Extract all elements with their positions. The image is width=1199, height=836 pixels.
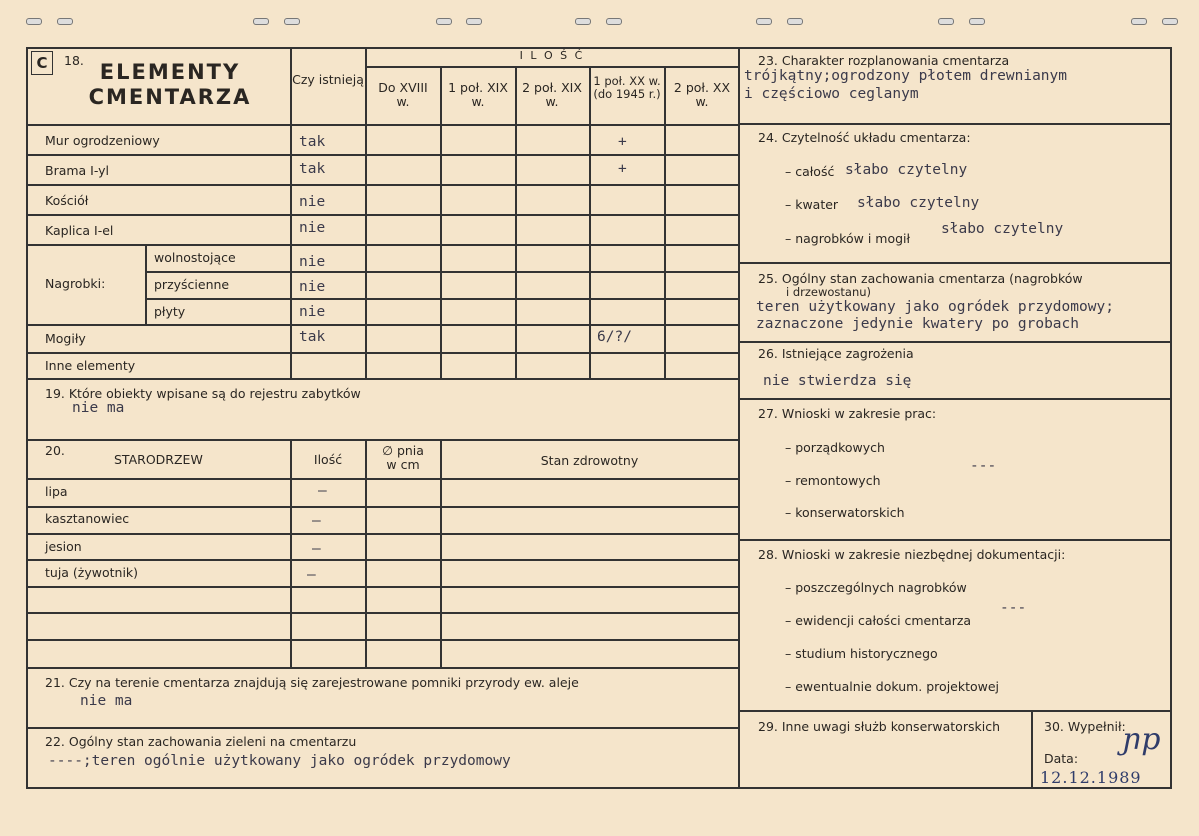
section-18-number: 18. bbox=[64, 53, 84, 68]
starodrzew-heading: STARODRZEW bbox=[114, 452, 203, 467]
czy-value: tak bbox=[299, 134, 326, 150]
section-18-title bbox=[80, 60, 260, 110]
divider bbox=[26, 378, 739, 380]
signature-mark: ɲp bbox=[1122, 722, 1161, 757]
punch-hole bbox=[787, 18, 803, 25]
divider bbox=[1031, 710, 1033, 789]
title-line-1: ELEMENTY bbox=[99, 60, 241, 84]
section-22-value: ----;teren ogólnie użytkowany jako ogródek przydomowy bbox=[48, 753, 511, 769]
date-value: 12.12.1989 bbox=[1040, 768, 1142, 787]
col-pnia-label: pnia bbox=[396, 443, 424, 458]
section-23-value: trójkątny;ogrodzony płotem drewnianym bbox=[744, 68, 1068, 84]
divider bbox=[290, 47, 292, 378]
tree-name: kasztanowiec bbox=[45, 511, 130, 526]
mark-value: + bbox=[618, 134, 627, 150]
tree-name: lipa bbox=[45, 484, 68, 499]
divider bbox=[738, 123, 1172, 125]
section-28-value: --- bbox=[1000, 600, 1027, 616]
divider bbox=[26, 124, 739, 126]
s24-item-label: – kwater bbox=[785, 197, 839, 212]
s27-item: – konserwatorskich bbox=[785, 505, 905, 520]
col-stan-zdrowotny: Stan zdrowotny bbox=[540, 453, 639, 468]
col-1pol-xix: 1 poł. XIX w. bbox=[448, 80, 508, 110]
s28-item: – studium historycznego bbox=[785, 646, 938, 661]
czy-value: nie bbox=[299, 279, 326, 295]
nagrobki-label: Nagrobki: bbox=[45, 276, 106, 291]
section-20-number: 20. bbox=[45, 443, 65, 458]
col-1pol-xx: 1 poł. XX w. (do 1945 r.) bbox=[593, 74, 661, 102]
mark-value: 6/?/ bbox=[597, 329, 632, 345]
divider bbox=[26, 184, 739, 186]
row-label: Brama I-yl bbox=[45, 163, 110, 178]
col-do-xviii: Do XVIII w. bbox=[378, 80, 428, 110]
divider bbox=[145, 298, 739, 300]
section-letter: C bbox=[31, 51, 53, 75]
divider bbox=[738, 710, 1172, 712]
punch-hole bbox=[466, 18, 482, 25]
divider bbox=[26, 214, 739, 216]
row-label: Mogiły bbox=[45, 331, 86, 346]
punch-hole bbox=[284, 18, 300, 25]
divider bbox=[26, 244, 739, 246]
divider bbox=[26, 506, 739, 508]
col-2pol-xix: 2 poł. XIX w. bbox=[522, 80, 582, 110]
divider bbox=[365, 439, 367, 667]
section-24-label: 24. Czytelność układu cmentarza: bbox=[758, 130, 971, 145]
divider bbox=[738, 262, 1172, 264]
czy-value: nie bbox=[299, 220, 326, 236]
czy-value: nie bbox=[299, 304, 326, 320]
divider bbox=[738, 341, 1172, 343]
row-label: płyty bbox=[154, 304, 186, 319]
punch-hole bbox=[26, 18, 42, 25]
s24-item-value: słabo czytelny bbox=[845, 162, 968, 178]
row-label: wolnostojące bbox=[154, 250, 236, 265]
divider bbox=[26, 533, 739, 535]
divider bbox=[26, 478, 739, 480]
divider bbox=[365, 47, 367, 378]
section-21-value: nie ma bbox=[80, 693, 133, 709]
row-label: Inne elementy bbox=[45, 358, 136, 373]
date-label: Data: bbox=[1044, 751, 1079, 766]
section-19-value: nie ma bbox=[72, 400, 125, 416]
col-ilosc: I L O Ś Ć bbox=[519, 49, 585, 62]
punch-hole bbox=[756, 18, 772, 25]
punch-hole bbox=[969, 18, 985, 25]
divider bbox=[290, 439, 292, 667]
divider bbox=[145, 244, 147, 324]
divider bbox=[26, 559, 739, 561]
tree-ilosc: – bbox=[318, 483, 327, 499]
tree-ilosc: – bbox=[312, 513, 321, 529]
punch-hole bbox=[57, 18, 73, 25]
czy-value: nie bbox=[299, 194, 326, 210]
section-26-label: 26. Istniejące zagrożenia bbox=[758, 346, 914, 361]
section-23-label: 23. Charakter rozplanowania cmentarza bbox=[758, 53, 1010, 68]
section-25-value: zaznaczone jedynie kwatery po grobach bbox=[756, 316, 1080, 332]
divider bbox=[26, 324, 739, 326]
section-25-value: teren użytkowany jako ogródek przydomowy; bbox=[756, 299, 1114, 315]
s24-item-label: – całość bbox=[785, 164, 835, 179]
section-25-label: 25. Ogólny stan zachowania cmentarza (nagrobków bbox=[758, 271, 1083, 286]
col-pnia bbox=[366, 444, 440, 473]
divider bbox=[26, 439, 739, 441]
divider bbox=[26, 154, 739, 156]
divider bbox=[26, 586, 739, 588]
divider bbox=[515, 66, 517, 378]
punch-hole bbox=[938, 18, 954, 25]
s28-item: – ewentualnie dokum. projektowej bbox=[785, 679, 1000, 694]
section-21-label: 21. Czy na terenie cmentarza znajdują się zarejestrowane pomniki przyrody ew. aleje bbox=[45, 675, 579, 690]
row-label: Mur ogrodzeniowy bbox=[45, 133, 160, 148]
diameter-icon: ∅ bbox=[382, 443, 393, 458]
row-label: przyścienne bbox=[154, 277, 230, 292]
czy-value: nie bbox=[299, 254, 326, 270]
section-26-value: nie stwierdza się bbox=[763, 373, 912, 389]
col-czy-istnieja: Czy istnieją bbox=[292, 72, 364, 87]
punch-hole bbox=[1131, 18, 1147, 25]
punch-hole bbox=[436, 18, 452, 25]
punch-hole bbox=[575, 18, 591, 25]
col-ilosc-trees: Ilość bbox=[313, 452, 343, 467]
czy-value: tak bbox=[299, 329, 326, 345]
s28-item: – ewidencji całości cmentarza bbox=[785, 613, 972, 628]
s27-item: – porządkowych bbox=[785, 440, 885, 455]
section-27-value: --- bbox=[970, 458, 997, 474]
section-28-label: 28. Wnioski w zakresie niezbędnej dokumentacji: bbox=[758, 547, 1066, 562]
tree-name: jesion bbox=[45, 539, 82, 554]
s24-item-value: słabo czytelny bbox=[857, 195, 980, 211]
divider bbox=[440, 439, 442, 667]
s28-item: – poszczególnych nagrobków bbox=[785, 580, 967, 595]
s27-item: – remontowych bbox=[785, 473, 881, 488]
mark-value: + bbox=[618, 161, 627, 177]
divider bbox=[738, 539, 1172, 541]
row-label: Kaplica I-el bbox=[45, 223, 114, 238]
divider bbox=[145, 271, 739, 273]
row-label: Kościół bbox=[45, 193, 89, 208]
col-pnia-unit: w cm bbox=[386, 457, 420, 473]
s24-item-label: – nagrobków i mogił bbox=[785, 231, 911, 246]
divider bbox=[365, 66, 739, 68]
section-30-label: 30. Wypełnił: bbox=[1044, 719, 1126, 734]
section-22-label: 22. Ogólny stan zachowania zieleni na cmentarzu bbox=[45, 734, 357, 749]
divider bbox=[738, 398, 1172, 400]
divider bbox=[440, 66, 442, 378]
punch-hole bbox=[1162, 18, 1178, 25]
tree-name: tuja (żywotnik) bbox=[45, 565, 139, 580]
divider bbox=[589, 66, 591, 378]
col-2pol-xx: 2 poł. XX w. bbox=[673, 80, 731, 110]
tree-ilosc: – bbox=[307, 567, 316, 583]
section-27-label: 27. Wnioski w zakresie prac: bbox=[758, 406, 937, 421]
tree-ilosc: – bbox=[312, 541, 321, 557]
divider bbox=[26, 612, 739, 614]
divider bbox=[26, 727, 739, 729]
punch-hole bbox=[606, 18, 622, 25]
divider bbox=[26, 667, 739, 669]
divider bbox=[26, 639, 739, 641]
s24-item-value: słabo czytelny bbox=[941, 221, 1064, 237]
section-19-label: 19. Które obiekty wpisane są do rejestru zabytków bbox=[45, 386, 361, 401]
title-line-2: CMENTARZA bbox=[88, 85, 252, 110]
section-23-value: i częściowo ceglanym bbox=[744, 86, 919, 102]
section-29-label: 29. Inne uwagi służb konserwatorskich bbox=[758, 719, 1000, 734]
divider bbox=[738, 47, 740, 789]
divider bbox=[26, 352, 739, 354]
divider bbox=[664, 66, 666, 378]
punch-hole bbox=[253, 18, 269, 25]
czy-value: tak bbox=[299, 161, 326, 177]
section-25-label-2: i drzewostanu) bbox=[786, 285, 872, 299]
